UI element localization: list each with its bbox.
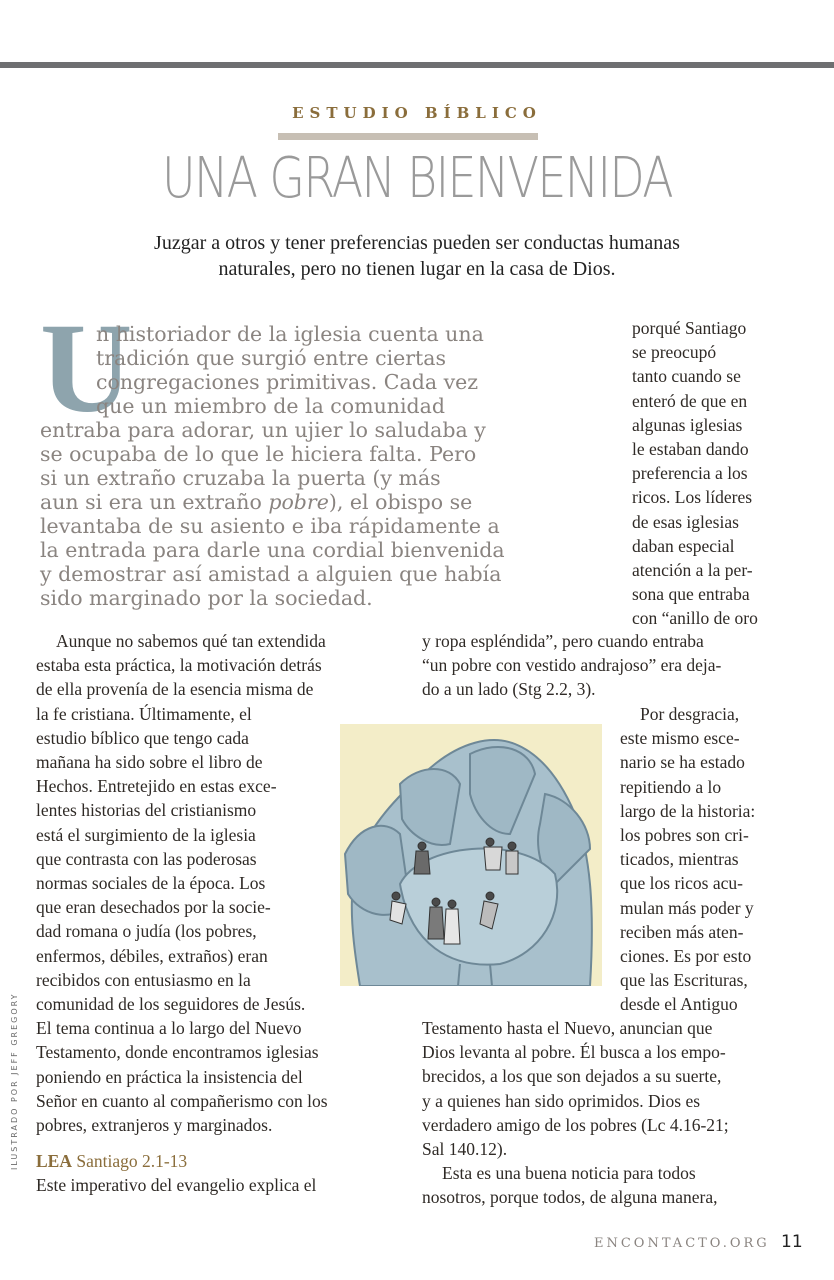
body-line: Sal 140.12). xyxy=(422,1139,508,1160)
body-line: y a quienes han sido oprimidos. Dios es xyxy=(422,1090,701,1111)
lead-line: sido marginado por la sociedad. xyxy=(40,586,373,610)
dek-line: Juzgar a otros y tener preferencias pueden ser conductas humanas xyxy=(154,232,680,254)
body-line: estudio bíblico que tengo cada xyxy=(36,727,249,748)
body-line: enteró de que en xyxy=(632,390,748,411)
body-line: enfermos, débiles, extraños) eran xyxy=(36,945,268,966)
body-line: que los ricos acu- xyxy=(620,873,743,894)
body-line: reciben más aten- xyxy=(620,921,744,942)
body-line: que eran desechados por la socie- xyxy=(36,897,271,918)
lead-text: ), el obispo se xyxy=(328,490,473,514)
lead-line: la entrada para darle una cordial bienvenida xyxy=(40,538,505,562)
kicker-underline xyxy=(278,133,538,140)
lead-line: levantaba de su asiento e iba rápidamente a xyxy=(40,514,500,538)
lead-line: y demostrar así amistad a alguien que había xyxy=(40,562,502,586)
body-line: sona que entraba xyxy=(632,584,750,605)
body-line: ciones. Es por esto xyxy=(620,946,752,967)
body-line: tanto cuando se xyxy=(632,366,741,387)
body-line: do a un lado (Stg 2.2, 3). xyxy=(422,679,596,700)
lead-line xyxy=(40,490,622,514)
body-line: desde el Antiguo xyxy=(620,994,738,1015)
body-line: algunas iglesias xyxy=(632,414,743,435)
lead-line: si un extraño cruzaba la puerta (y más xyxy=(40,466,441,490)
body-line: está el surgimiento de la iglesia xyxy=(36,824,256,845)
lead-line: tradición que surgió entre ciertas xyxy=(96,346,447,370)
lead-line: n historiador de la iglesia cuenta una xyxy=(96,322,484,346)
section-kicker: ESTUDIO BÍBLICO xyxy=(292,104,542,122)
body-line: pobres, extranjeros y marginados. xyxy=(36,1115,273,1136)
lea-label: LEA xyxy=(36,1151,72,1172)
body-line: Hechos. Entretejido en estas exce- xyxy=(36,776,277,797)
page-title: UNA GRAN BIENVENIDA xyxy=(161,146,673,211)
body-line: brecidos, a los que son dejados a su suerte, xyxy=(422,1066,722,1087)
right-column-narrow xyxy=(620,702,795,1017)
lead-line: que un miembro de la comunidad xyxy=(96,394,446,418)
body-line: atención a la per- xyxy=(632,560,753,581)
lead-paragraph xyxy=(40,322,622,610)
body-line: que las Escrituras, xyxy=(620,970,748,991)
right-column-top xyxy=(422,629,792,702)
body-line: preferencia a los xyxy=(632,463,748,484)
body-line: comunidad de los seguidores de Jesús. xyxy=(36,994,306,1015)
body-line: Dios levanta al pobre. Él busca a los empo- xyxy=(422,1042,726,1063)
body-line: se preocupó xyxy=(632,342,717,363)
body-line: con “anillo de oro xyxy=(632,608,758,629)
lead-line: entraba para adorar, un ujier lo saludaba y xyxy=(40,418,486,442)
body-line: El tema continua a lo largo del Nuevo xyxy=(36,1018,302,1039)
body-line: mulan más poder y xyxy=(620,897,754,918)
lead-line: se ocupaba de lo que le hiciera falta. Pero xyxy=(40,442,477,466)
top-rule xyxy=(0,62,834,68)
body-line: Testamento, donde encontramos iglesias xyxy=(36,1042,319,1063)
lead-line: congregaciones primitivas. Cada vez xyxy=(96,370,479,394)
dek-line: naturales, pero no tienen lugar en la casa de Dios. xyxy=(218,258,616,280)
body-line: Testamento hasta el Nuevo, anuncian que xyxy=(422,1018,713,1038)
illustration-credit: ILUSTRADO POR JEFF GREGORY xyxy=(10,992,19,1170)
body-line: de esas iglesias xyxy=(632,511,739,532)
body-line: que contrasta con las poderosas xyxy=(36,848,257,869)
body-line: porqué Santiago xyxy=(632,318,747,338)
body-line: y ropa espléndida”, pero cuando entraba xyxy=(422,631,704,651)
right-column-bottom xyxy=(422,1016,797,1210)
right-top-column xyxy=(632,316,792,631)
body-line: Aunque no sabemos qué tan extendida xyxy=(56,631,326,651)
body-line: normas sociales de la época. Los xyxy=(36,873,266,894)
body-line: nario se ha estado xyxy=(620,752,745,773)
body-line: estaba esta práctica, la motivación detrás xyxy=(36,655,322,676)
hands-people-icon xyxy=(340,724,602,986)
body-line: poniendo en práctica la insistencia del xyxy=(36,1066,303,1087)
body-line: “un pobre con vestido andrajoso” era deja- xyxy=(422,655,722,676)
lead-emphasis: pobre xyxy=(268,490,329,514)
body-line: Señor en cuanto al compañerismo con los xyxy=(36,1090,328,1111)
body-line: recibidos con entusiasmo en la xyxy=(36,969,251,990)
footer-url: ENCONTACTO.ORG xyxy=(594,1236,770,1251)
body-line: nosotros, porque todos, de alguna manera, xyxy=(422,1187,718,1208)
body-line: largo de la historia: xyxy=(620,800,756,821)
body-line: daban especial xyxy=(632,535,735,556)
body-line: dad romana o judía (los pobres, xyxy=(36,921,257,942)
body-line: le estaban dando xyxy=(632,439,749,460)
body-line: los pobres son cri- xyxy=(620,825,749,846)
lead-text: aun si era un extraño xyxy=(40,490,269,514)
body-line: lentes historias del cristianismo xyxy=(36,800,257,821)
body-line: este mismo esce- xyxy=(620,728,740,749)
body-line: la fe cristiana. Últimamente, el xyxy=(36,703,252,724)
page-number: 11 xyxy=(781,1232,803,1252)
body-line: verdadero amigo de los pobres (Lc 4.16-21; xyxy=(422,1114,729,1135)
body-line: repitiendo a lo xyxy=(620,776,722,797)
subtitle-dek xyxy=(70,230,764,282)
body-line: ticados, mientras xyxy=(620,849,739,870)
body-line: ricos. Los líderes xyxy=(632,487,753,508)
body-line: Este imperativo del evangelio explica el xyxy=(36,1175,317,1196)
drop-cap: U xyxy=(40,297,133,439)
lea-reference xyxy=(36,1149,396,1173)
cupped-hands-illustration xyxy=(340,724,602,986)
body-line: Esta es una buena noticia para todos xyxy=(442,1163,696,1184)
body-line: de ella provenía de la esencia misma de xyxy=(36,679,314,700)
lea-scripture: Santiago 2.1-13 xyxy=(76,1151,188,1172)
body-line: Por desgracia, xyxy=(640,704,740,724)
body-line: mañana ha sido sobre el libro de xyxy=(36,752,263,773)
